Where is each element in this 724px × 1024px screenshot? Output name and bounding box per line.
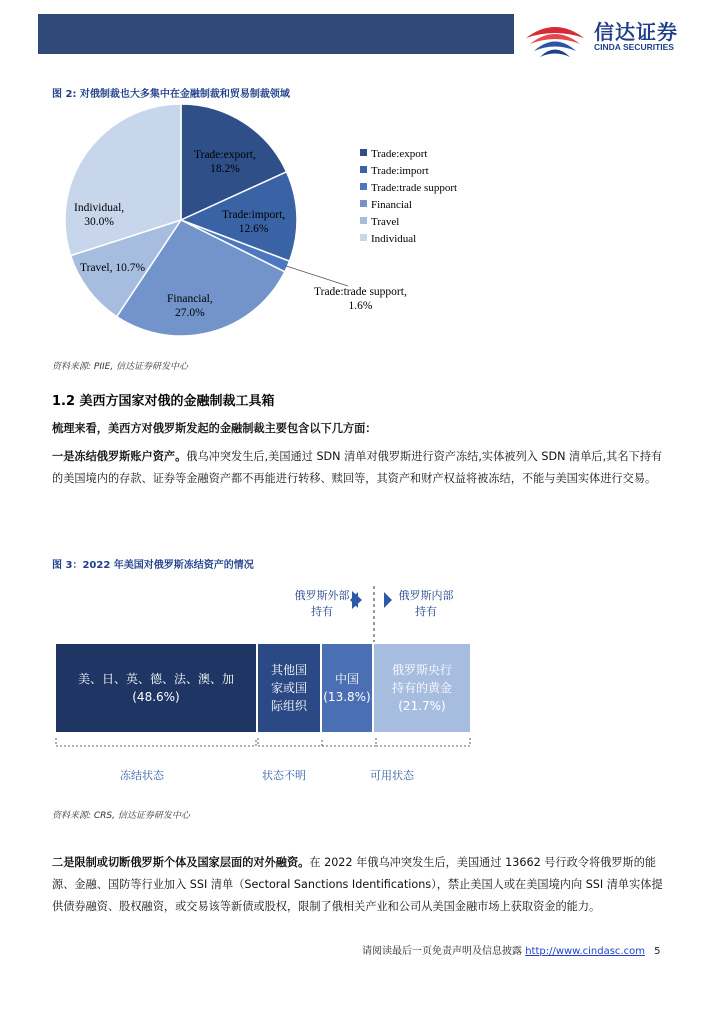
legend-swatch [360,166,367,173]
legend-item: Trade:import [360,165,429,177]
box-russia-gold: 俄罗斯央行 持有的黄金 (21.7%) [374,644,470,732]
box-g7-countries: 美、日、英、德、法、澳、加 (48.6%) [56,644,256,732]
pie-label-trade-import: Trade:import, 12.6% [222,209,286,235]
box-other-countries: 其他国 家或国 际组织 [258,644,320,732]
legend-item: Financial [360,199,412,211]
figure2-source: 资料来源: PIIE, 信达证券研发中心 [52,362,189,372]
header-bar [38,14,514,54]
paragraph-1: 一是冻结俄罗斯账户资产。俄乌冲突发生后,美国通过 SDN 清单对俄罗斯进行资产冻结,实体被列入 SDN 清单后,其名下持有的美国境内的存款、证券等金融资产都不再能进行转移、赎回等，其资产和财产权益将被冻结，不能与美国实体进行交易。 [52,450,663,485]
box-china: 中国 (13.8%) [322,644,372,732]
status-available: 可用状态 [370,769,414,782]
legend-swatch [360,183,367,190]
cinda-logo [522,14,702,58]
legend-item: Trade:trade support [360,182,457,194]
pie-leader-line [285,266,348,286]
label-external-holding: 俄罗斯外部 持有 [294,589,350,618]
logo-english: CINDA SECURITIES [594,42,674,52]
footer-link[interactable]: http://www.cindasc.com [525,946,645,957]
figure3-source: 资料来源: CRS, 信达证券研发中心 [52,811,190,821]
legend-item: Trade:export [360,148,427,160]
cinda-logo-mark-icon [522,14,588,58]
pie-legend [360,148,500,258]
figure3-title: 图 3：2022 年美国对俄罗斯冻结资产的情况 [52,560,254,571]
status-frozen: 冻结状态 [120,769,164,782]
pie-label-individual: Individual, 30.0% [74,202,125,228]
status-unknown: 状态不明 [262,769,306,782]
section-title: 1.2 美西方国家对俄的金融制裁工具箱 [52,394,275,409]
legend-swatch [360,200,367,207]
pie-label-trade-support: Trade:trade support, 1.6% [314,286,407,312]
legend-item: Individual [360,233,416,245]
legend-swatch [360,217,367,224]
page-number: 5 [654,946,661,957]
section-intro: 梳理来看，美西方对俄罗斯发起的金融制裁主要包含以下几方面： [52,422,377,435]
pie-label-financial: Financial, 27.0% [167,293,213,319]
pie-chart [52,100,672,350]
logo-chinese: 信达证券 [594,20,678,44]
footer-disclaimer: 请阅读最后一页免责声明及信息披露 [362,946,522,957]
pie-label-trade-export: Trade:export, 18.2% [194,149,256,175]
figure2-title: 图 2: 对俄制裁也大多集中在金融制裁和贸易制裁领域 [52,89,290,100]
footer [362,942,661,957]
legend-swatch [360,149,367,156]
pie-label-travel: Travel, 10.7% [80,262,146,274]
legend-item: Travel [360,216,399,228]
label-internal-holding: 俄罗斯内部 持有 [398,589,454,618]
paragraph-2: 二是限制或切断俄罗斯个体及国家层面的对外融资。在 2022 年俄乌冲突发生后，美国通过 13662 号行政令将俄罗斯的能源、金融、国防等行业加入 SSI 清单（Sectoral Sanctions Identifications），禁止美国人或在美国境内向 SSI 清单实体提供债券融资、股权融资，或交易该等新债或股权，限制了俄相关产业和公司从美国金融市场上获取资金的能力。 [52,856,663,913]
legend-swatch [360,234,367,241]
